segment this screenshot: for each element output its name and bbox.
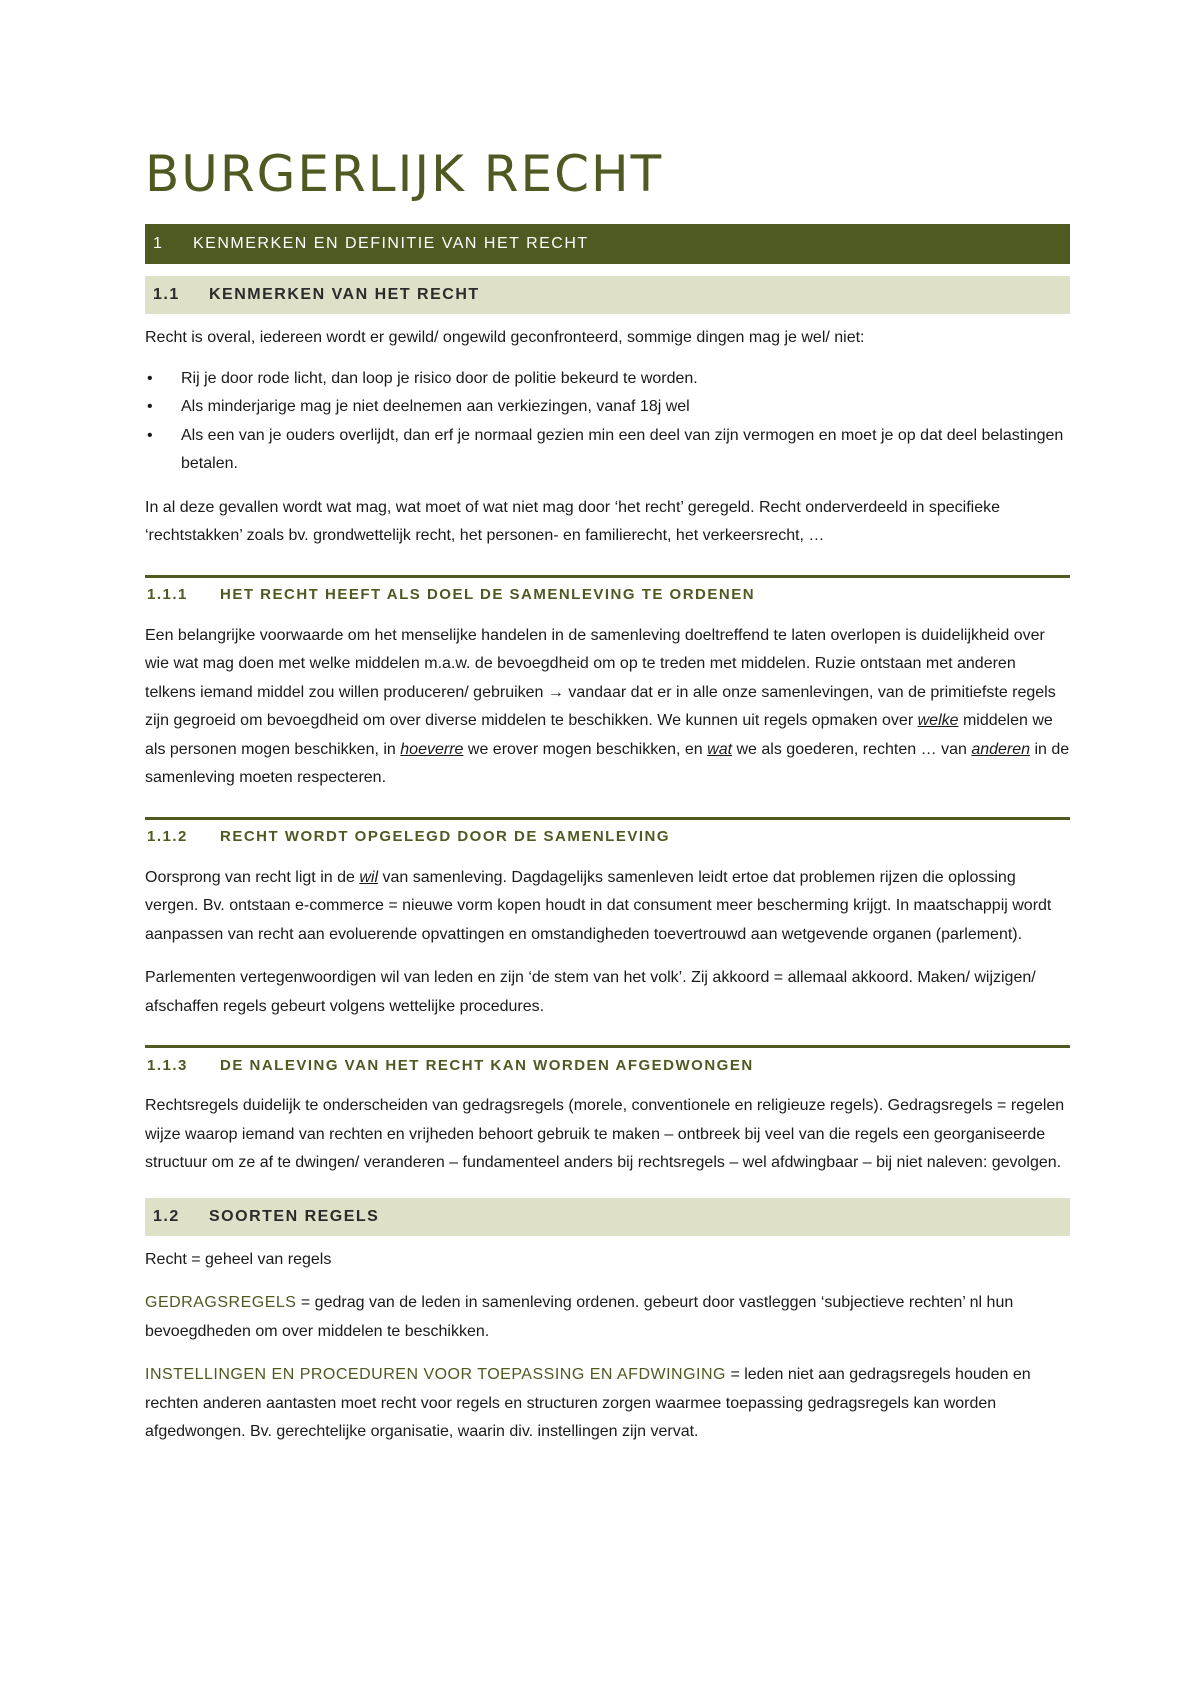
heading-1-1-1-text: HET RECHT HEEFT ALS DOEL DE SAMENLEVING TE ORDENEN	[220, 586, 756, 603]
list-item	[145, 365, 1070, 394]
oorsprong-paragraph	[145, 864, 1070, 950]
bullet-icon: •	[147, 369, 153, 387]
text-run: we erover mogen beschikken, en	[467, 740, 703, 758]
text-run: = gedrag van de leden in samenleving ordenen. gebeurt door vastleggen ‘subjectieve rechten’ nl hun bevoegdheden om over middelen te beschikken.	[145, 1294, 1014, 1340]
heading-1-1-1-number: 1.1.1	[147, 586, 188, 603]
text-run: we als goederen, rechten … van	[736, 740, 967, 758]
heading-1-1-text: KENMERKEN VAN HET RECHT	[209, 286, 480, 303]
list-item-text: Als een van je ouders overlijdt, dan erf je normaal gezien min een deel van zijn vermogen en moet je op dat deel belastingen betalen.	[181, 426, 1064, 472]
term-instellingen: INSTELLINGEN EN PROCEDUREN VOOR TOEPASSING EN AFDWINGING	[145, 1366, 726, 1383]
heading-1-2-number: 1.2	[153, 1207, 180, 1225]
heading-1-1-2-number: 1.1.2	[147, 828, 188, 845]
emphasis-wat: wat	[707, 740, 733, 758]
text-run: Oorsprong van recht ligt in de	[145, 868, 355, 886]
emphasis-wil: wil	[359, 868, 379, 886]
term-gedragsregels: GEDRAGSREGELS	[145, 1294, 297, 1311]
text-run: in de samenleving moeten respecteren.	[145, 740, 1070, 786]
heading-1	[145, 224, 1070, 264]
emphasis-hoeverre: hoeverre	[400, 740, 464, 758]
heading-1-1-2	[145, 817, 1070, 854]
ordening-paragraph	[145, 622, 1070, 793]
heading-1-1-1	[145, 575, 1070, 612]
instellingen-paragraph	[145, 1361, 1070, 1447]
recht-definition: Recht = geheel van regels	[145, 1250, 332, 1268]
text-run: Een belangrijke voorwaarde om het menselijke handelen in de samenleving doeltreffend te laten overlopen is duidelijkheid over wie wat mag doen met welke middelen m.a.w. de bevoegdheid om op te treden met middelen. Ruzie ontstaan met anderen telkens iemand middel zou willen produceren/ gebruiken → vandaar dat er in alle onze samenlevingen, van de primitiefste regels zijn gegroeid om bevoegdheid om over diverse middelen te beschikken. We kunnen uit regels opmaken over	[145, 626, 1056, 729]
intro-paragraph: Recht is overal, iedereen wordt er gewild/ ongewild geconfronteerd, sommige dingen mag je wel/ niet:	[145, 329, 865, 346]
gedragsregels-paragraph	[145, 1289, 1070, 1346]
list-item	[145, 393, 1070, 422]
heading-1-number: 1	[153, 235, 164, 252]
heading-1-1	[145, 276, 1070, 314]
heading-1-1-3-text: DE NALEVING VAN HET RECHT KAN WORDEN AFGEDWONGEN	[220, 1056, 754, 1074]
examples-list	[145, 365, 1070, 479]
heading-1-1-3	[145, 1045, 1070, 1082]
text-run: = leden niet aan gedragsregels houden en rechten anderen aantasten moet recht voor regels en structuren zorgen waarmee toepassing gedragsregels kan worden afgedwongen. Bv. gerechtelijke organisatie, waarin div. instellingen zijn vervat.	[145, 1366, 1031, 1440]
heading-1-text: KENMERKEN EN DEFINITIE VAN HET RECHT	[193, 235, 589, 252]
text-run: middelen we als personen mogen beschikken, in	[145, 712, 1053, 758]
naleving-paragraph: Rechtsregels duidelijk te onderscheiden van gedragsregels (morele, conventionele en religieuze regels). Gedragsregels = regelen wijze waarop iemand van rechten en vrijheden behoort gebruik te maken – ontbreek bij veel van die regels een georganiseerde structuur om ze af te dwingen/ veranderen – fundamenteel anders bij rechtsregels – wel afdwingbaar – bij niet naleven: gevolgen.	[145, 1097, 1065, 1171]
parlement-paragraph: Parlementen vertegenwoordigen wil van leden en zijn ‘de stem van het volk’. Zij akkoord = allemaal akkoord. Maken/ wijzigen/ afschaffen regels gebeurt volgens wettelijke procedures.	[145, 969, 1036, 1015]
heading-1-2-text: SOORTEN REGELS	[209, 1207, 380, 1225]
heading-1-1-3-number: 1.1.3	[147, 1056, 188, 1074]
emphasis-welke: welke	[917, 712, 959, 729]
document-title: BURGERLIJK RECHT	[145, 145, 664, 203]
list-item	[145, 422, 1070, 479]
heading-1-1-2-text: RECHT WORDT OPGELEGD DOOR DE SAMENLEVING	[220, 828, 671, 845]
heading-1-2	[145, 1198, 1070, 1236]
document-body	[145, 140, 1070, 1447]
text-run: van samenleving. Dagdagelijks samenleven leidt ertoe dat problemen rijzen die oplossing vergen. Bv. ontstaan e-commerce = nieuwe vorm kopen houdt in dat consument meer bescherming krijgt. In maatschappij wordt aanpassen van recht aan evoluerende opvattingen en omstandigheden toevertrouwd aan wetgevende organen (parlement).	[145, 868, 1052, 943]
rechtstakken-paragraph: In al deze gevallen wordt wat mag, wat moet of wat niet mag door ‘het recht’ geregeld. Recht onderverdeeld in specifieke ‘rechtstakken’ zoals bv. grondwettelijk recht, het personen- en familierecht, het verkeersrecht, …	[145, 498, 1000, 544]
bullet-icon: •	[147, 398, 153, 415]
bullet-icon: •	[147, 426, 153, 444]
heading-1-1-number: 1.1	[153, 286, 180, 303]
list-item-text: Als minderjarige mag je niet deelnemen aan verkiezingen, vanaf 18j wel	[181, 398, 690, 415]
emphasis-anderen: anderen	[971, 740, 1031, 758]
list-item-text: Rij je door rode licht, dan loop je risico door de politie bekeurd te worden.	[181, 369, 698, 387]
